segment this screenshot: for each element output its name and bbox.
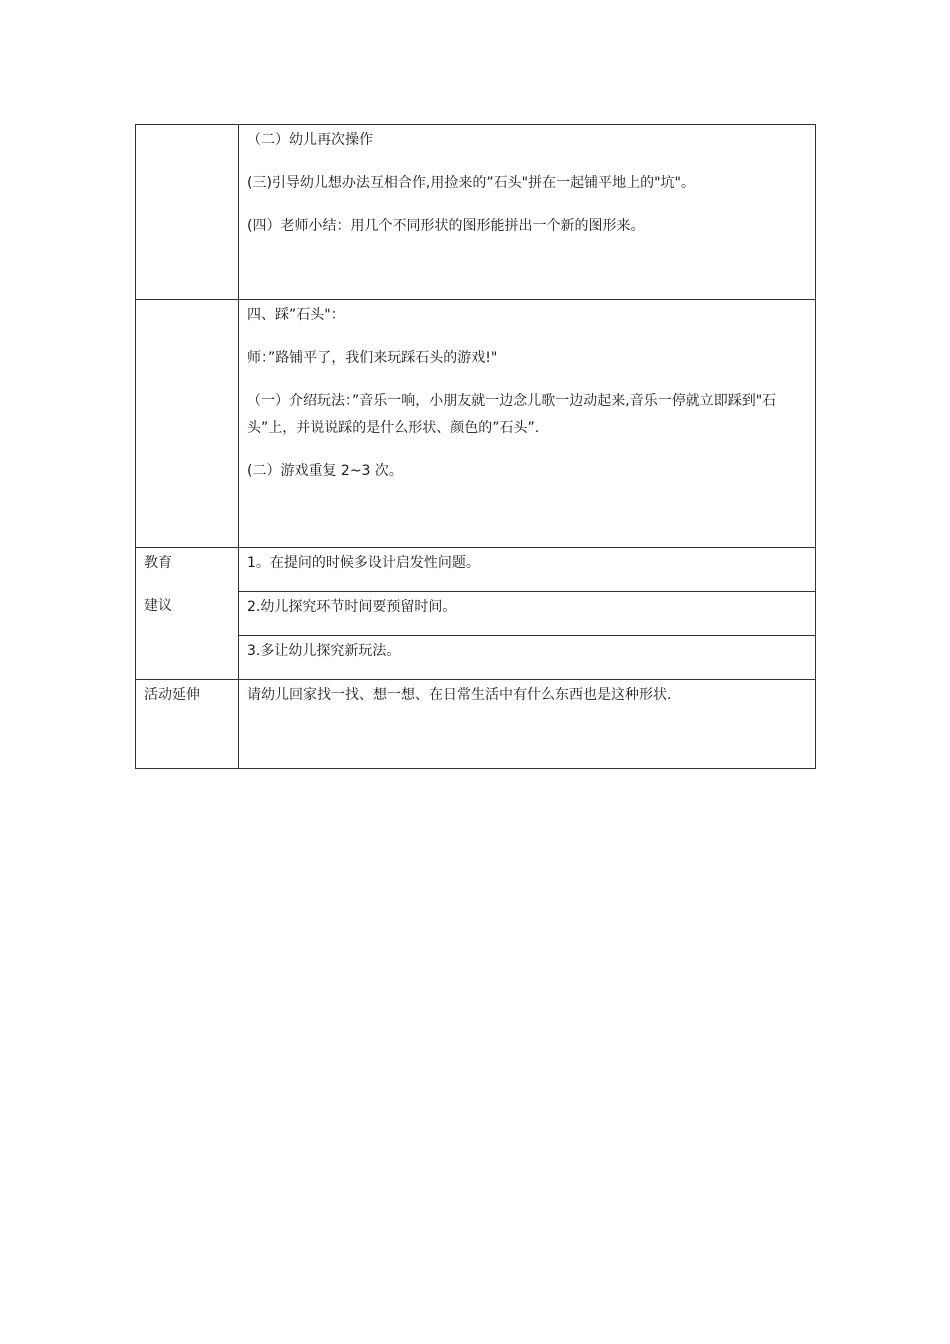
table-row (136, 548, 816, 592)
extension-text-cell: 请幼儿回家找一找、想一想、在日常生活中有什么东西也是这种形状. (239, 680, 816, 769)
education-item: 2.幼儿探究环节时间要预留时间。 (239, 592, 816, 636)
extension-label-cell: 活动延伸 (136, 680, 239, 769)
paragraph: (四）老师小结：用几个不同形状的图形能拼出一个新的图形来。 (247, 218, 645, 234)
paragraph: 四、踩”石头"： (247, 307, 345, 323)
lesson-plan-table (135, 124, 816, 769)
empty-label-cell (136, 125, 239, 300)
label-line: 教育 (144, 555, 172, 571)
table-row (136, 300, 816, 548)
label-line: 建议 (144, 598, 172, 614)
paragraph: （一）介绍玩法：”音乐一响，小朋友就一边念儿歌一边动起来,音乐一停就立即踩到"石头”上，并说说踩的是什么形状、颜色的”石头”. (247, 393, 777, 436)
education-item: 1。在提问的时候多设计启发性问题。 (239, 548, 816, 592)
table-row (136, 125, 816, 300)
education-item: 3.多让幼儿探究新玩法。 (239, 636, 816, 680)
paragraph: （二）幼儿再次操作 (247, 132, 373, 148)
paragraph: (三)引导幼儿想办法互相合作,用捡来的”石头"拼在一起铺平地上的"坑"。 (247, 175, 695, 191)
education-label-cell (136, 548, 239, 680)
empty-label-cell (136, 300, 239, 548)
paragraph: 师：”路铺平了，我们来玩踩石头的游戏!" (247, 350, 498, 366)
activity-cell-operation (239, 125, 816, 300)
activity-cell-game (239, 300, 816, 548)
table-row (136, 680, 816, 769)
paragraph: (二）游戏重复 2~3 次。 (247, 463, 403, 479)
